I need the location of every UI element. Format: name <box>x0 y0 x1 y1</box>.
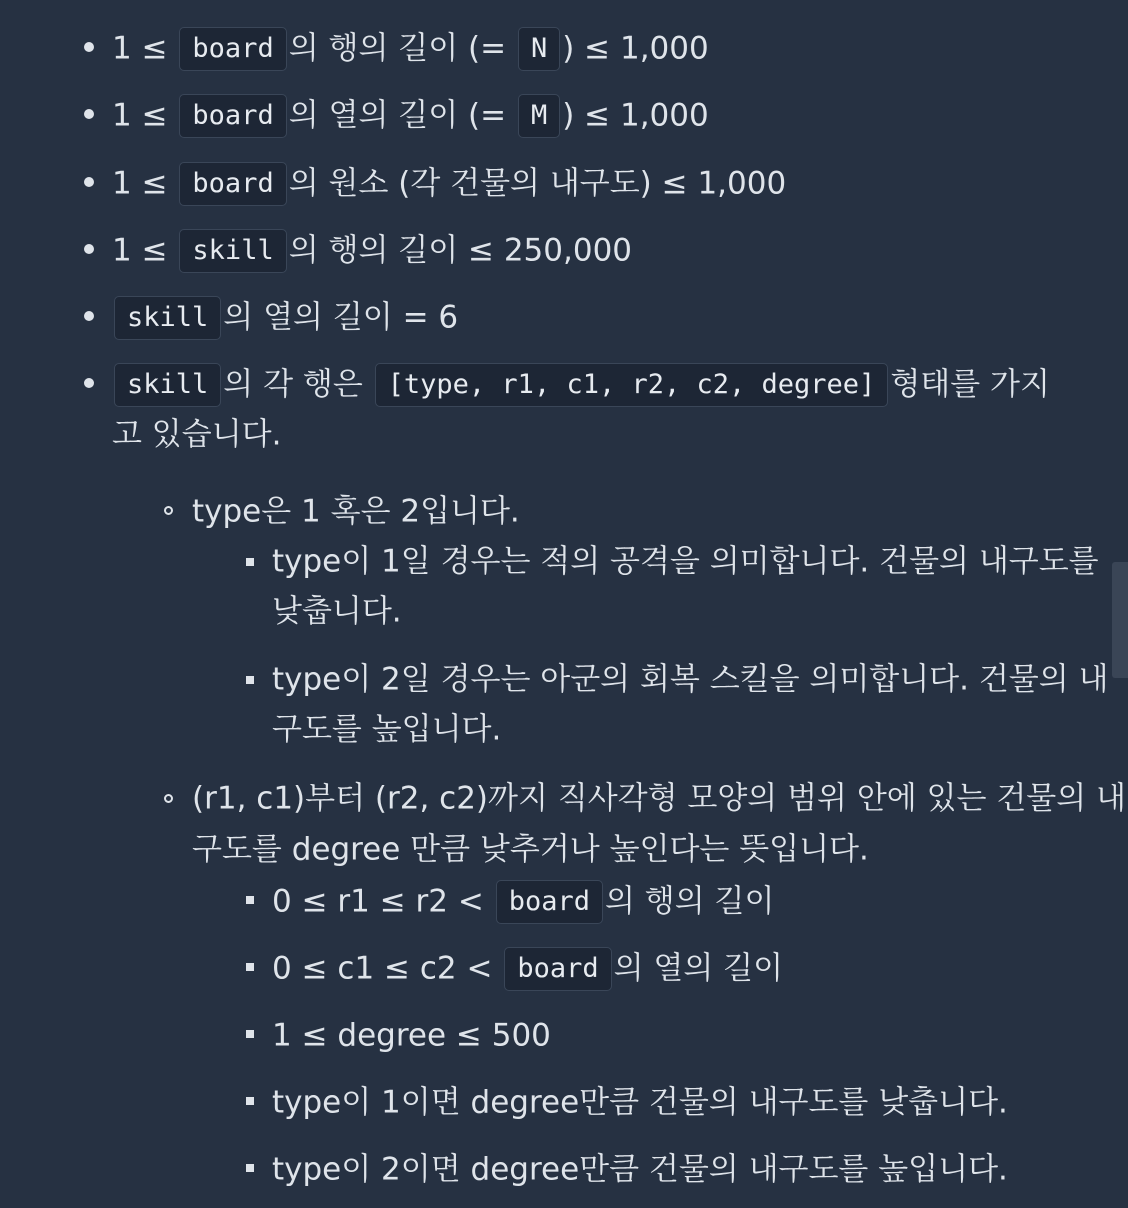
bullet <box>246 676 254 684</box>
constraint-text: 의 각 행은 <box>223 366 363 403</box>
constraint-text: 의 행의 길이 (= <box>288 30 507 67</box>
bullet <box>246 558 254 566</box>
constraint-text: 1 ≤ <box>112 97 168 134</box>
constraint-text: 1 ≤ <box>112 165 168 202</box>
range-text: 1 ≤ degree ≤ 500 <box>272 1017 551 1054</box>
type-1-text: type이 1일 경우는 적의 공격을 의미합니다. 건물의 내구도를 <box>272 543 1099 580</box>
type-1-text: 낮춥니다. <box>272 593 402 630</box>
code-board: board <box>179 27 286 71</box>
constraint-board-cols <box>112 89 709 141</box>
code-skill: skill <box>114 296 221 340</box>
type-1-degree-effect <box>272 1076 1008 1128</box>
code-m: M <box>518 94 560 138</box>
code-board: board <box>179 162 286 206</box>
code-n: N <box>518 27 560 71</box>
range-r-constraint <box>272 875 774 927</box>
type-1-description-continued <box>272 585 402 637</box>
bullet <box>246 1164 254 1172</box>
bullet <box>164 506 173 515</box>
bullet <box>164 794 173 803</box>
constraint-text: 의 행의 길이 ≤ 250,000 <box>288 232 633 269</box>
bullet <box>246 963 254 971</box>
range-text: 의 열의 길이 <box>613 950 784 987</box>
bullet <box>246 896 254 904</box>
constraint-text: 1 ≤ <box>112 30 168 67</box>
constraint-text: 의 열의 길이 (= <box>288 97 507 134</box>
range-c-constraint <box>272 942 783 994</box>
bullet <box>84 109 94 119</box>
constraint-text: 형태를 가지 <box>890 366 1050 403</box>
bullet <box>246 1097 254 1105</box>
constraint-text: ) ≤ 1,000 <box>562 30 709 67</box>
type-2-description-continued <box>272 703 501 755</box>
type-2-text: type이 2일 경우는 아군의 회복 스킬을 의미합니다. 건물의 내 <box>272 661 1109 698</box>
range-description-continued <box>192 823 869 875</box>
constraint-skill-format <box>112 358 1050 410</box>
constraint-skill-rows <box>112 224 632 276</box>
range-text: type이 1이면 degree만큼 건물의 내구도를 낮춥니다. <box>272 1084 1008 1121</box>
type-2-text: 구도를 높입니다. <box>272 711 502 748</box>
constraint-skill-format-continued <box>112 408 281 460</box>
type-2-degree-effect <box>272 1143 1008 1195</box>
bullet <box>84 311 94 321</box>
constraint-text: 의 원소 (각 건물의 내구도) ≤ 1,000 <box>288 165 787 202</box>
constraint-skill-cols <box>112 291 458 343</box>
bullet <box>84 177 94 187</box>
range-text: type이 2이면 degree만큼 건물의 내구도를 높입니다. <box>272 1151 1008 1188</box>
range-text: 의 행의 길이 <box>605 883 775 920</box>
range-description <box>192 772 1126 824</box>
code-skill-format: [type, r1, c1, r2, c2, degree] <box>375 363 889 407</box>
constraint-board-elements <box>112 157 786 209</box>
constraint-text: 1 ≤ <box>112 232 168 269</box>
type-description <box>192 485 520 537</box>
type-1-description <box>272 535 1099 587</box>
type-2-description <box>272 653 1108 705</box>
constraint-text: ) ≤ 1,000 <box>562 97 709 134</box>
range-text: 0 ≤ r1 ≤ r2 < <box>272 883 484 920</box>
range-text: (r1, c1)부터 (r2, c2)까지 직사각형 모양의 범위 안에 있는 건물의 내 <box>192 780 1126 817</box>
bullet <box>84 42 94 52</box>
bullet <box>84 378 94 388</box>
scrollbar-thumb[interactable] <box>1112 562 1128 678</box>
degree-constraint <box>272 1009 551 1061</box>
constraint-board-rows <box>112 22 709 74</box>
code-board: board <box>179 94 286 138</box>
code-skill: skill <box>114 363 221 407</box>
code-skill: skill <box>179 229 286 273</box>
range-text: 0 ≤ c1 ≤ c2 < <box>272 950 493 987</box>
bullet <box>246 1030 254 1038</box>
type-text: type은 1 혹은 2입니다. <box>192 493 520 530</box>
constraint-text: 고 있습니다. <box>112 416 282 453</box>
bullet <box>84 244 94 254</box>
constraint-text: 의 열의 길이 = 6 <box>223 299 459 336</box>
code-board: board <box>504 947 611 991</box>
range-text: 구도를 degree 만큼 낮추거나 높인다는 뜻입니다. <box>192 831 869 868</box>
code-board: board <box>496 880 603 924</box>
